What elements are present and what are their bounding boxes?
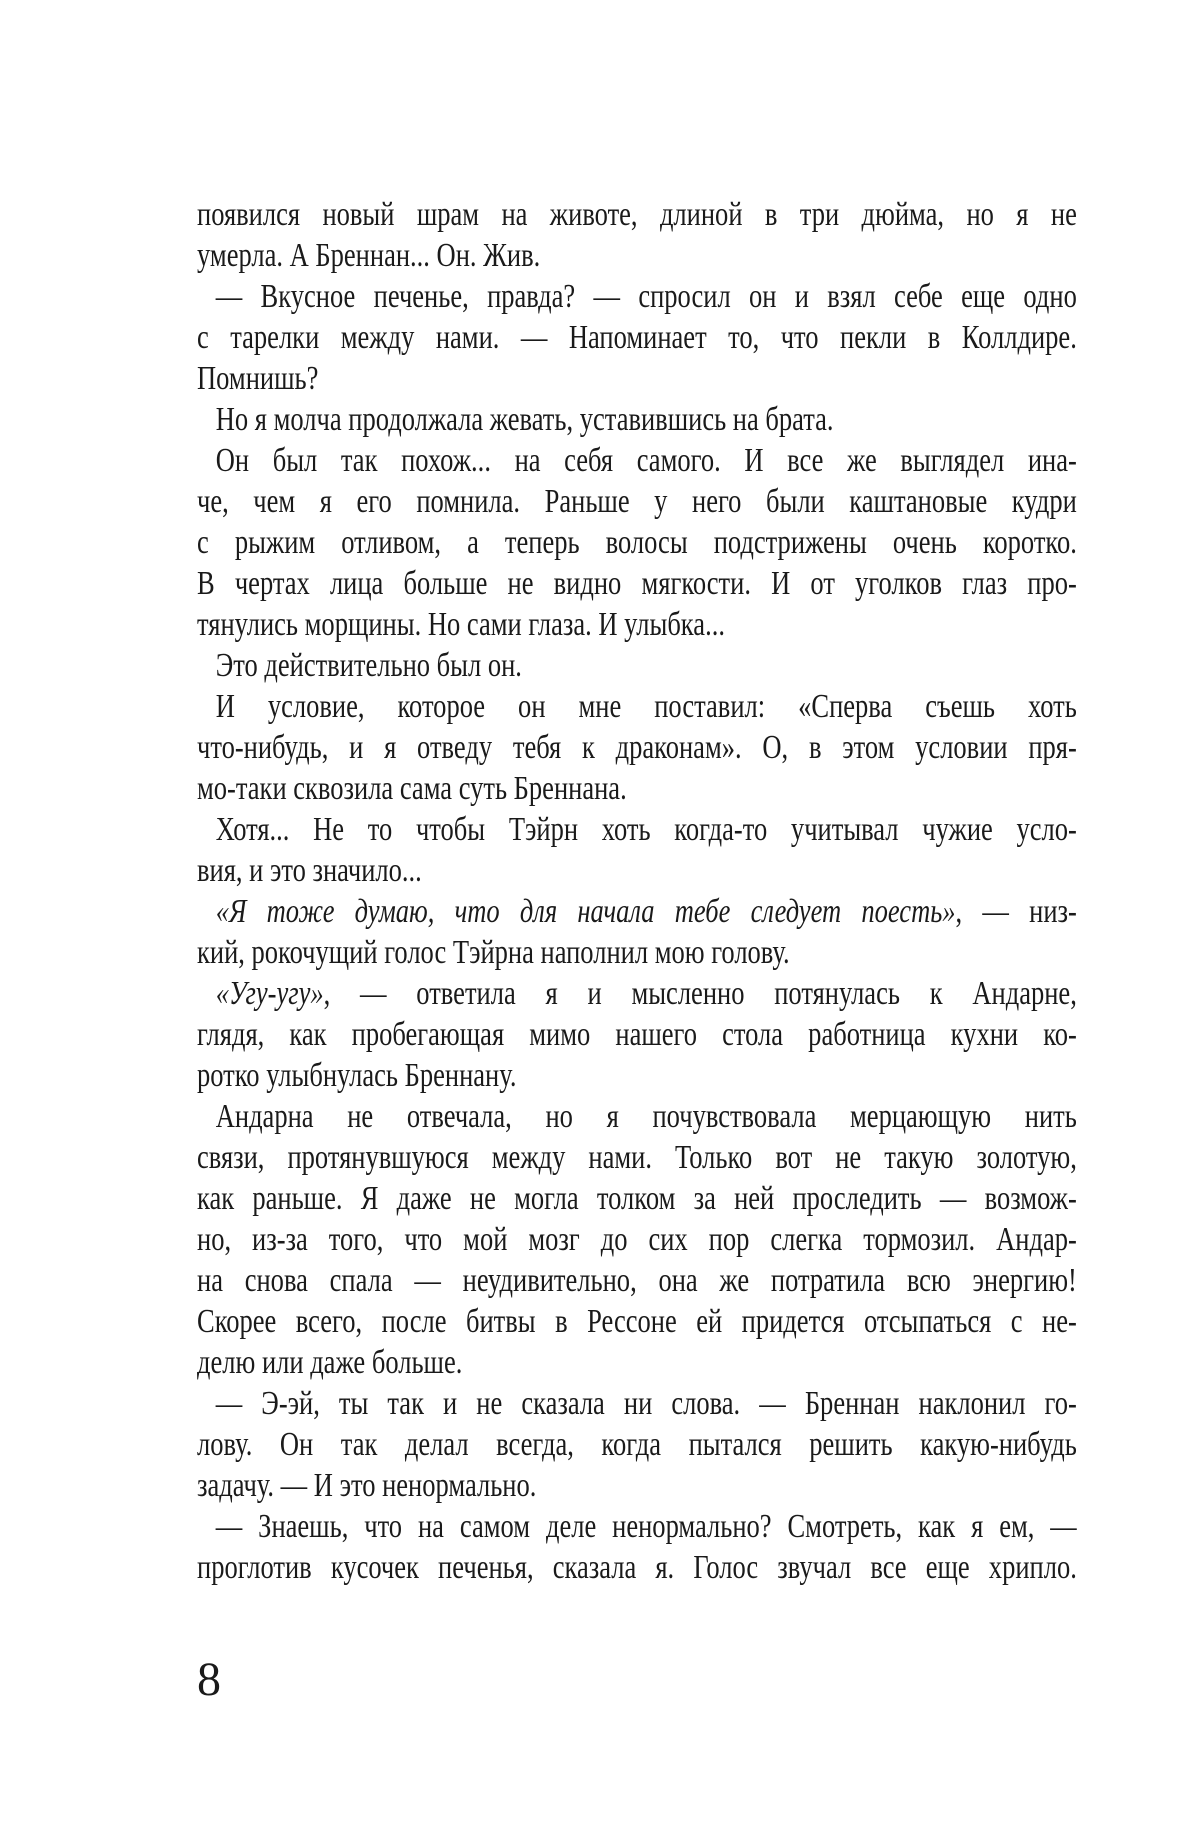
text-line [197,276,1077,317]
text-segment: появился новый шрам на животе, длиной в три дюйма, но я не [197,196,1077,233]
text-block [197,194,1077,1588]
text-segment: Но я молча продолжала жевать, уставившись на брата. [215,401,834,438]
italic-text-segment: «Угу-угу» [215,975,324,1012]
text-segment: связи, протянувшуюся между нами. Только вот не такую золотую, [197,1139,1077,1176]
text-segment: , — ответила я и мысленно потянулась к Андарне, [323,975,1077,1012]
text-segment: ротко улыбнулась Бреннану. [197,1057,517,1094]
text-line [197,604,1077,645]
text-line [197,1342,1077,1383]
text-segment: Помнишь? [197,360,319,397]
text-line [197,522,1077,563]
italic-text-segment: «Я тоже думаю, что для начала тебе следует поесть» [215,893,956,930]
text-line [197,1301,1077,1342]
text-line [197,563,1077,604]
text-line [197,1424,1077,1465]
text-segment: че, чем я его помнила. Раньше у него были каштановые кудри [197,483,1077,520]
text-line [197,850,1077,891]
text-segment: вия, и это значило... [197,852,422,889]
text-line [197,317,1077,358]
text-segment: делю или даже больше. [197,1344,463,1381]
text-segment: на снова спала — неудивительно, она же потратила всю энергию! [197,1262,1077,1299]
text-segment: — Вкусное печенье, правда? — спросил он и взял себе еще одно [215,278,1077,315]
paragraph [197,1383,1077,1506]
text-segment: Скорее всего, после битвы в Рессоне ей придется отсыпаться с не- [197,1303,1077,1340]
text-line [197,1506,1077,1547]
text-line [197,481,1077,522]
text-segment: Хотя... Не то чтобы Тэйрн хоть когда-то учитывал чужие усло- [215,811,1077,848]
text-line [197,1178,1077,1219]
paragraph [197,194,1077,276]
text-line [197,399,1077,440]
text-line [197,1547,1077,1588]
paragraph [197,645,1077,686]
text-segment: проглотив кусочек печенья, сказала я. Голос звучал все еще хрипло. [197,1549,1077,1586]
text-segment: глядя, как пробегающая мимо нашего стола работница кухни ко- [197,1016,1077,1053]
text-line [197,768,1077,809]
text-line [197,891,1077,932]
paragraph [197,809,1077,891]
text-line [197,194,1077,235]
text-line [197,645,1077,686]
text-segment: В чертах лица больше не видно мягкости. И от уголков глаз про- [197,565,1077,602]
text-line [197,358,1077,399]
text-line [197,1383,1077,1424]
text-segment: с рыжим отливом, а теперь волосы подстрижены очень коротко. [197,524,1077,561]
text-line [197,727,1077,768]
paragraph [197,1096,1077,1383]
text-segment: — Знаешь, что на самом деле ненормально? Смотреть, как я ем, — [215,1508,1077,1545]
paragraph [197,686,1077,809]
text-segment: , — низ- [955,893,1077,930]
text-segment: с тарелки между нами. — Напоминает то, что пекли в Коллдире. [197,319,1077,356]
paragraph [197,973,1077,1096]
text-segment: что-нибудь, и я отведу тебя к драконам». О, в этом условии пря- [197,729,1077,766]
paragraph [197,276,1077,399]
text-line [197,1260,1077,1301]
text-segment: тянулись морщины. Но сами глаза. И улыбка... [197,606,725,643]
paragraph [197,440,1077,645]
text-line [197,235,1077,276]
paragraph [197,891,1077,973]
text-line [197,1219,1077,1260]
text-line [197,1465,1077,1506]
text-line [197,686,1077,727]
text-segment: Андарна не отвечала, но я почувствовала мерцающую нить [215,1098,1077,1135]
text-segment: задачу. — И это ненормально. [197,1467,537,1504]
text-line [197,1137,1077,1178]
text-segment: Он был так похож... на себя самого. И все же выглядел ина- [215,442,1077,479]
text-segment: И условие, которое он мне поставил: «Сперва съешь хоть [215,688,1077,725]
text-line [197,1055,1077,1096]
text-line [197,1014,1077,1055]
paragraph [197,1506,1077,1588]
text-segment: Это действительно был он. [215,647,522,684]
paragraph [197,399,1077,440]
text-segment: — Э-эй, ты так и не сказала ни слова. — Бреннан наклонил го- [215,1385,1077,1422]
text-line [197,932,1077,973]
text-line [197,973,1077,1014]
text-line [197,1096,1077,1137]
text-segment: но, из-за того, что мой мозг до сих пор слегка тормозил. Андар- [197,1221,1077,1258]
text-segment: лову. Он так делал всегда, когда пытался решить какую-нибудь [197,1426,1077,1463]
text-segment: умерла. А Бреннан... Он. Жив. [197,237,541,274]
text-segment: мо-таки сквозила сама суть Бреннана. [197,770,627,807]
text-line [197,809,1077,850]
text-segment: как раньше. Я даже не могла толком за ней проследить — возмож- [197,1180,1077,1217]
text-segment: кий, рокочущий голос Тэйрна наполнил мою голову. [197,934,790,971]
text-line [197,440,1077,481]
page-number: 8 [197,1653,221,1706]
